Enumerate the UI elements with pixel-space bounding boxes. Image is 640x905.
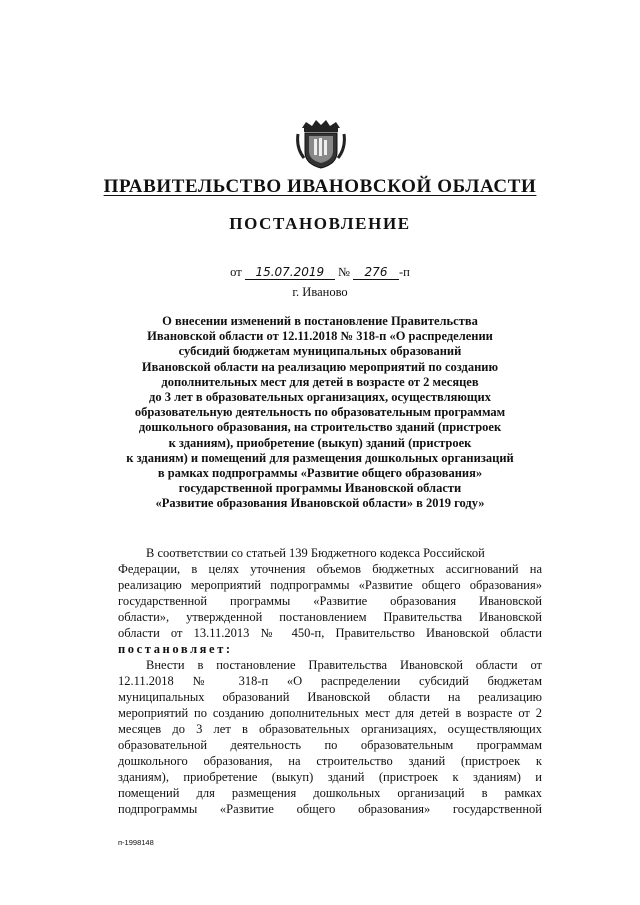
- date-prefix: от: [230, 265, 242, 279]
- body-line: помещений для размещения дошкольных организаций в рамках: [118, 786, 542, 800]
- heading-line: дополнительных мест для детей в возрасте от 2 месяцев: [161, 374, 479, 389]
- heading-line: Ивановской области на реализацию мероприятий по созданию: [141, 359, 499, 374]
- body-line: реализацию мероприятий подпрограммы «Развитие общего образования»: [118, 578, 542, 592]
- body-line: подпрограммы «Развитие общего образования» государственной: [118, 802, 542, 816]
- body-line: образовательной деятельность по образовательным программам: [118, 738, 542, 752]
- decree-word: постановляет:: [118, 642, 233, 656]
- heading-line: к зданиям), приобретение (выкуп) зданий (пристроек: [168, 435, 472, 450]
- body-line: Внести в постановление Правительства Ивановской области от: [146, 658, 542, 672]
- handwritten-date: 15.07.2019: [245, 266, 335, 280]
- body-line: 12.11.2018 № 318-п «О распределении субсидий бюджетам: [118, 674, 542, 688]
- body-line: муниципальных образований Ивановской области на реализацию: [118, 690, 542, 704]
- organization-title: ПРАВИТЕЛЬСТВО ИВАНОВСКОЙ ОБЛАСТИ: [103, 176, 537, 197]
- body-line: области», утвержденной постановлением Правительства Ивановской: [118, 610, 542, 624]
- heading-line: до 3 лет в образовательных организациях, осуществляющих: [149, 390, 491, 405]
- heading-line: образовательную деятельность по образовательным программам: [134, 405, 506, 420]
- number-sign: №: [337, 265, 350, 279]
- document-type: ПОСТАНОВЛЕНИЕ: [229, 214, 411, 233]
- heading-line: «Развитие образования Ивановской области» в 2019 году»: [155, 496, 485, 511]
- body-line: государственной программы «Развитие образования Ивановской: [118, 594, 542, 608]
- heading-line: в рамках подпрограммы «Развитие общего образования»: [157, 466, 483, 481]
- heading-line: государственной программы Ивановской области: [178, 481, 462, 496]
- number-suffix: -п: [399, 265, 410, 279]
- body-line: области от 13.11.2013 № 450-п, Правительство Ивановской области: [118, 626, 542, 640]
- footer-code: п-1998148: [118, 838, 154, 847]
- coat-of-arms-icon: [296, 118, 346, 170]
- body-line: дошкольного образования, на строительство зданий (пристроек к: [118, 754, 542, 768]
- document-body: [118, 545, 542, 817]
- heading-line: О внесении изменений в постановление Правительства: [162, 314, 478, 328]
- body-line: В соответствии со статьей 139 Бюджетного кодекса Российской: [146, 546, 485, 560]
- heading-line: субсидий бюджетам муниципальных образований: [178, 344, 462, 359]
- city: г. Иваново: [292, 285, 348, 299]
- body-line: зданиям), приобретение (выкуп) зданий (пристроек к зданиям) и: [118, 770, 542, 784]
- heading-line: Ивановской области от 12.11.2018 № 318-п «О распределении: [147, 329, 493, 344]
- heading-line: к зданиям) и помещений для размещения дошкольных организаций: [126, 450, 514, 465]
- handwritten-number: 276: [353, 266, 399, 280]
- body-line: мероприятий по созданию дополнительных мест для детей в возрасте от 2: [118, 706, 542, 720]
- heading-line: дошкольного образования, на строительство зданий (пристроек: [138, 420, 502, 435]
- body-line: Федерации, в целях уточнения объемов бюджетных ассигнований на: [118, 562, 542, 576]
- document-heading: [100, 314, 540, 512]
- body-line: месяцев до 3 лет в образовательных организациях, осуществляющих: [118, 722, 542, 736]
- date-number-line: [0, 265, 640, 280]
